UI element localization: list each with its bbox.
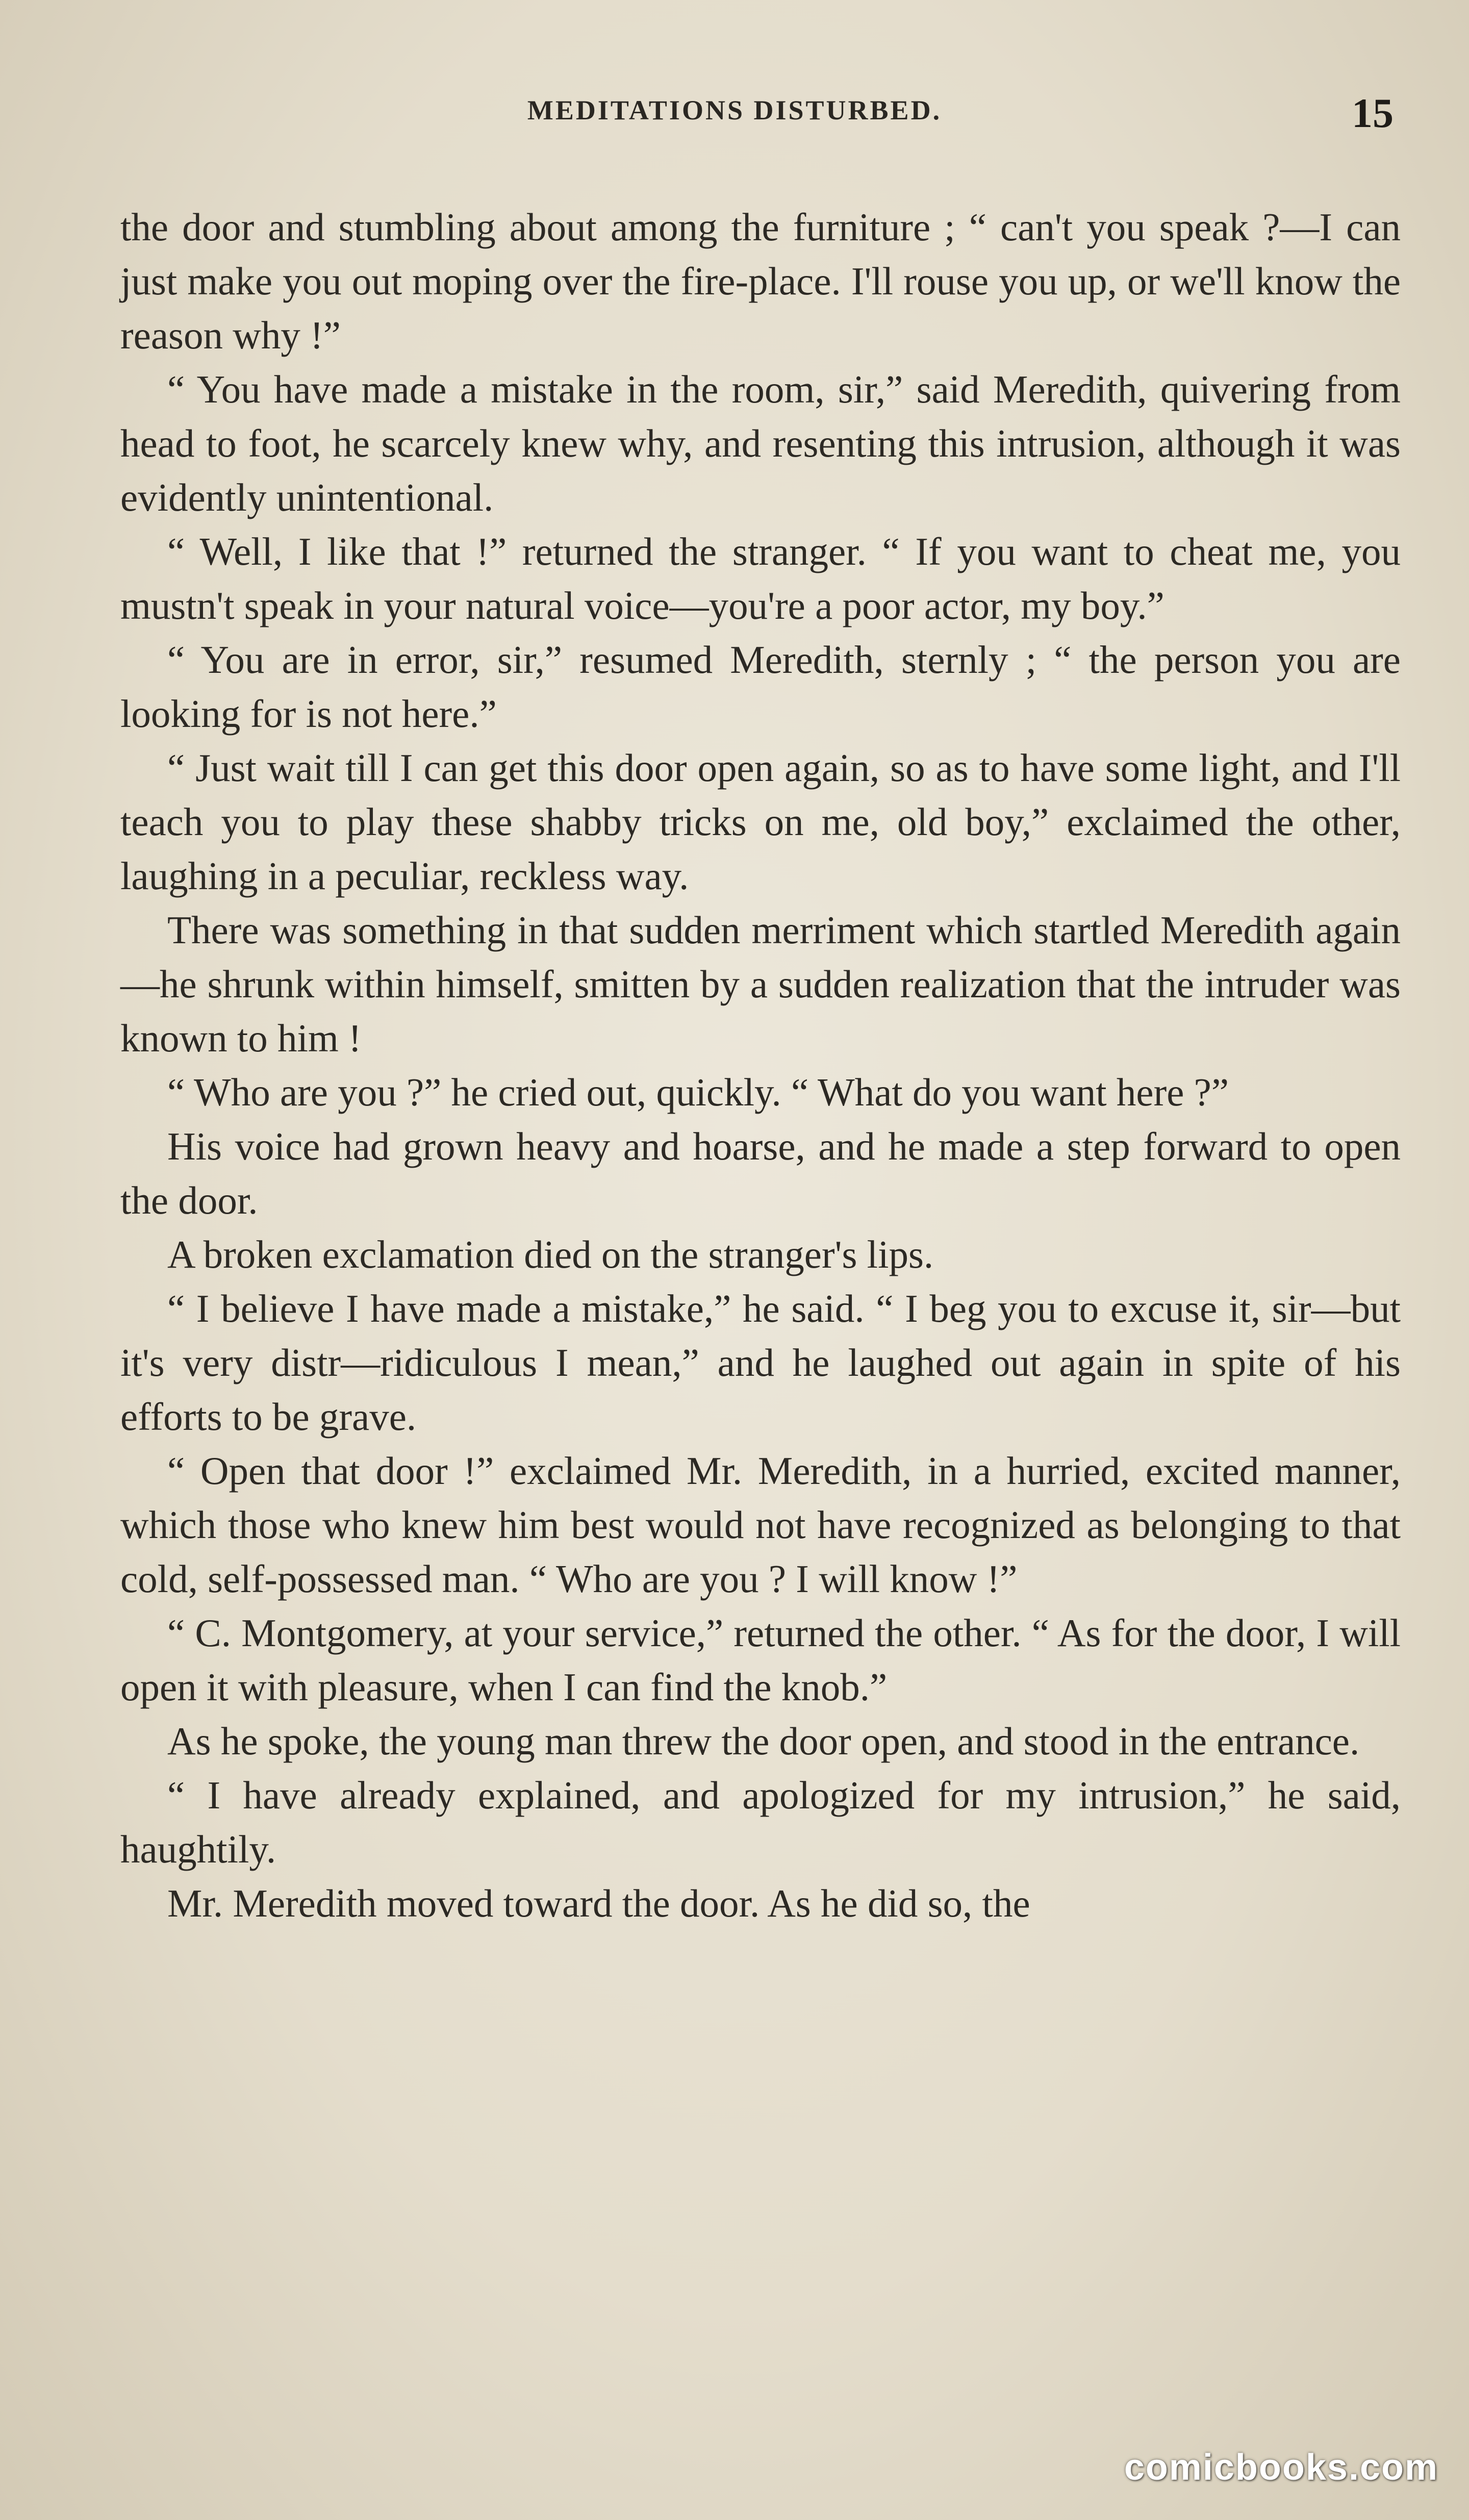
page-number: 15 (1352, 90, 1394, 136)
running-title: MEDITATIONS DISTURBED. (527, 95, 942, 125)
paragraph-14: “ I have already explained, and apologized for my intrusion,” he said, haughtily. (120, 1773, 1401, 1871)
paragraph-3: “ Well, I like that !” returned the stranger. “ If you want to cheat me, you mustn't speak in your natural voice—you're a poor actor, my boy.” (120, 530, 1401, 627)
page-header (0, 90, 1469, 140)
paragraph-1: the door and stumbling about among the furniture ; “ can't you speak ?—I can just make you out moping over the fire-place. I'll rouse you up, or we'll know the reason why !” (120, 205, 1401, 357)
paragraph-15: Mr. Meredith moved toward the door. As he did so, the (167, 1881, 1030, 1925)
paragraph-2: “ You have made a mistake in the room, sir,” said Meredith, quivering from head to foot, he scarcely knew why, and resenting this intrusion, although it was evidently unintentional. (120, 367, 1401, 519)
paragraph-10: “ I believe I have made a mistake,” he said. “ I beg you to excuse it, sir—but it's very distr—ridiculous I mean,” and he laughed out again in spite of his efforts to be grave. (120, 1287, 1401, 1439)
paragraph-5: “ Just wait till I can get this door open again, so as to have some light, and I'll teach you to play these shabby tricks on me, old boy,” exclaimed the other, laughing in a peculiar, reckless way. (120, 746, 1401, 898)
paragraph-4: “ You are in error, sir,” resumed Meredith, sternly ; “ the person you are looking for is not here.” (120, 638, 1401, 736)
paragraph-11: “ Open that door !” exclaimed Mr. Meredith, in a hurried, excited manner, which those who knew him best would not have recognized as belonging to that cold, self-possessed man. “ Who are you ? I will know !” (120, 1449, 1401, 1601)
body-text (120, 200, 1401, 1930)
paragraph-7: “ Who are you ?” he cried out, quickly. “ What do you want here ?” (167, 1070, 1229, 1114)
paragraph-13: As he spoke, the young man threw the door open, and stood in the entrance. (167, 1719, 1360, 1763)
paragraph-12: “ C. Montgomery, at your service,” returned the other. “ As for the door, I will open it with pleasure, when I can find the knob.” (120, 1611, 1401, 1709)
paragraph-9: A broken exclamation died on the stranger's lips. (167, 1232, 934, 1276)
paragraph-6: There was something in that sudden merriment which startled Meredith again—he shrunk within himself, smitten by a sudden realization that the intruder was known to him ! (120, 908, 1401, 1060)
paragraph-8: His voice had grown heavy and hoarse, and he made a step forward to open the door. (120, 1124, 1401, 1222)
watermark: comicbooks.com (1124, 2447, 1438, 2488)
